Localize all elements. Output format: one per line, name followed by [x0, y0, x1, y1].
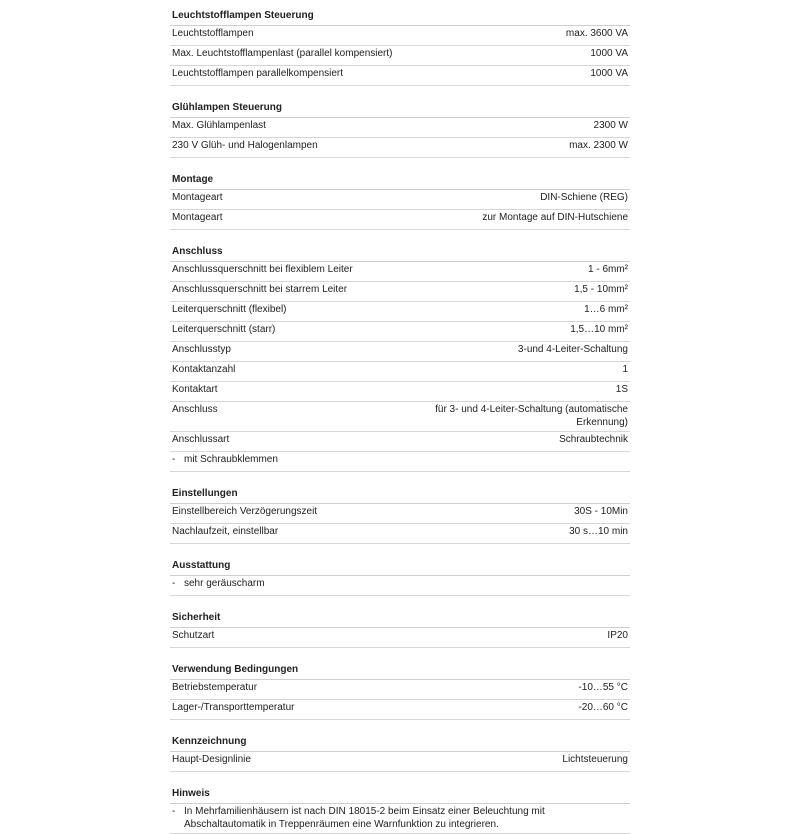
section-title: Sicherheit: [170, 610, 630, 628]
spec-value: 1S: [615, 384, 628, 395]
spec-row: [170, 66, 630, 86]
note-text: mit Schraubklemmen: [184, 454, 278, 465]
section-title: Ausstattung: [170, 558, 630, 576]
spec-label: Betriebstemperatur: [172, 682, 258, 693]
spec-sheet: [170, 0, 630, 834]
spec-value: 1000 VA: [590, 68, 628, 79]
spec-row: [170, 382, 630, 402]
spec-value: 30S - 10Min: [574, 506, 628, 517]
spec-row: [170, 752, 630, 772]
spec-label: Anschlussart: [172, 434, 230, 445]
spec-value: 1,5…10 mm²: [570, 324, 628, 335]
spec-section: [170, 8, 630, 86]
section-title: Glühlampen Steuerung: [170, 100, 630, 118]
note-bullet: -: [172, 454, 176, 465]
spec-label: Kontaktart: [172, 384, 218, 395]
spec-value: max. 3600 VA: [565, 28, 628, 39]
spec-label: Anschlussquerschnitt bei flexiblem Leiter: [172, 264, 353, 275]
spec-value: 1000 VA: [590, 48, 628, 59]
spec-label: Nachlaufzeit, einstellbar: [172, 526, 279, 537]
spec-row: [170, 504, 630, 524]
spec-row: [170, 362, 630, 382]
spec-value: max. 2300 W: [569, 140, 628, 151]
spec-label: Anschluss: [172, 404, 218, 415]
spec-section: [170, 172, 630, 230]
spec-value: -20…60 °C: [578, 702, 628, 713]
spec-label: Montageart: [172, 212, 223, 223]
spec-label: Leiterquerschnitt (starr): [172, 324, 276, 335]
spec-section: [170, 734, 630, 772]
spec-value: 1,5 - 10mm²: [574, 284, 628, 295]
spec-row: [170, 282, 630, 302]
spec-row: [170, 302, 630, 322]
note-text: sehr geräuscharm: [184, 578, 265, 589]
spec-label: Anschlusstyp: [172, 344, 231, 355]
spec-row: [170, 628, 630, 648]
section-title: Montage: [170, 172, 630, 190]
note-bullet: -: [172, 578, 176, 589]
spec-row: [170, 26, 630, 46]
section-title: Anschluss: [170, 244, 630, 262]
spec-label: Max. Glühlampenlast: [172, 120, 266, 131]
section-title: Leuchtstofflampen Steuerung: [170, 8, 630, 26]
section-title: Verwendung Bedingungen: [170, 662, 630, 680]
spec-row: [170, 118, 630, 138]
note-item: [170, 804, 630, 834]
spec-section: [170, 486, 630, 544]
spec-row: [170, 322, 630, 342]
spec-row: [170, 432, 630, 452]
spec-row: [170, 342, 630, 362]
spec-label: Leiterquerschnitt (flexibel): [172, 304, 287, 315]
spec-label: Leuchtstofflampen parallelkompensiert: [172, 68, 344, 79]
spec-label: Kontaktanzahl: [172, 364, 236, 375]
spec-row: [170, 138, 630, 158]
spec-label: Montageart: [172, 192, 223, 203]
spec-value: 30 s…10 min: [569, 526, 628, 537]
spec-row: [170, 190, 630, 210]
spec-value: zur Montage auf DIN-Hutschiene: [482, 212, 628, 223]
note-text: In Mehrfamilienhäusern ist nach DIN 18015-2 beim Einsatz einer Beleuchtung mit Abschaltautomatik in Treppenräumen eine Warnfunktion zu integrieren.: [184, 806, 545, 830]
spec-row: [170, 524, 630, 544]
spec-section: [170, 786, 630, 834]
spec-value: 2300 W: [593, 120, 628, 131]
note-item: [170, 576, 630, 596]
spec-row: [170, 210, 630, 230]
spec-label: Anschlussquerschnitt bei starrem Leiter: [172, 284, 348, 295]
spec-row: [170, 700, 630, 720]
spec-label: Schutzart: [172, 630, 215, 641]
spec-value: 1…6 mm²: [584, 304, 628, 315]
spec-row: [170, 402, 630, 432]
spec-value: IP20: [607, 630, 628, 641]
spec-label: Einstellbereich Verzögerungszeit: [172, 506, 318, 517]
spec-value: Lichtsteuerung: [562, 754, 628, 765]
spec-section: [170, 558, 630, 596]
spec-value: -10…55 °C: [578, 682, 628, 693]
spec-value: für 3- und 4-Leiter-Schaltung (automatische Erkennung): [435, 404, 628, 428]
spec-row: [170, 262, 630, 282]
note-bullet: -: [172, 806, 176, 817]
section-title: Hinweis: [170, 786, 630, 804]
spec-value: 1 - 6mm²: [588, 264, 628, 275]
spec-section: [170, 100, 630, 158]
spec-section: [170, 610, 630, 648]
spec-label: Max. Leuchtstofflampenlast (parallel kompensiert): [172, 48, 393, 59]
spec-value: Schraubtechnik: [559, 434, 628, 445]
spec-value: 1: [622, 364, 628, 375]
spec-value: 3-und 4-Leiter-Schaltung: [517, 344, 628, 355]
spec-row: [170, 46, 630, 66]
spec-label: 230 V Glüh- und Halogenlampen: [172, 140, 318, 151]
spec-section: [170, 662, 630, 720]
section-title: Einstellungen: [170, 486, 630, 504]
spec-label: Haupt-Designlinie: [172, 754, 251, 765]
note-item: [170, 452, 630, 472]
spec-section: [170, 244, 630, 472]
spec-row: [170, 680, 630, 700]
spec-label: Leuchtstofflampen: [172, 28, 254, 39]
spec-label: Lager-/Transporttemperatur: [172, 702, 295, 713]
spec-value: DIN-Schiene (REG): [540, 192, 628, 203]
section-title: Kennzeichnung: [170, 734, 630, 752]
